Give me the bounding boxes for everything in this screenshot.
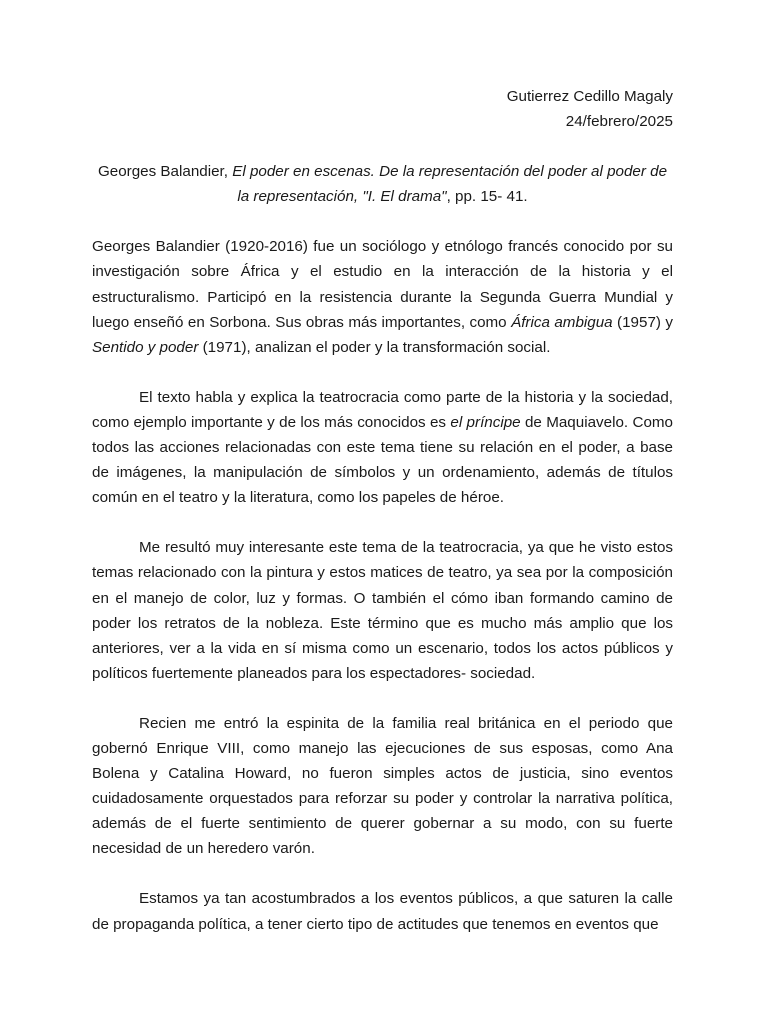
book-title: África ambigua bbox=[511, 313, 613, 331]
book-title: Sentido y poder bbox=[92, 338, 199, 356]
document-date: 24/febrero/2025 bbox=[565, 113, 673, 131]
book-title: el príncipe bbox=[450, 413, 521, 431]
document-page bbox=[92, 84, 673, 937]
citation-chapter: "I. El drama" bbox=[362, 188, 447, 206]
paragraph-opinion: Me resultó muy interesante este tema de la teatrocracia, ya que he visto estos temas relacionado con la pintura y estos matices de teatro, ya sea por la composición en el manejo de color, luz y formas. O también el cómo iban formando camino de poder los retratos de la nobleza. Este término que es mucho más amplio que los anteriores, ver a la vida en sí misma como un escenario, todos los actos públicos y políticos fuertemente planeados para los espectadores- sociedad. bbox=[92, 539, 673, 682]
paragraph-summary: El texto habla y explica la teatrocracia como parte de la historia y la sociedad, como ejemplo importante y de los más conocidos es el príncipe de Maquiavelo. Como todos las acciones relacionadas con este tema tiene su relación en el poder, a base de imágenes, la manipulación de símbolos y un ordenamiento, además de títulos común en el teatro y la literatura, como los papeles de héroe. bbox=[92, 388, 673, 507]
citation-pages: , pp. 15- 41. bbox=[446, 188, 528, 206]
paragraph-author-bio: Georges Balandier (1920-2016) fue un sociólogo y etnólogo francés conocido por su investigación sobre África y el estudio en la interacción de la historia y el estructuralismo. Participó en la resistencia durante la Segunda Guerra Mundial y luego enseñó en Sorbona. Sus obras más importantes, como África ambigua (1957) y Sentido y poder (1971), analizan el poder y la transformación social. bbox=[92, 238, 673, 356]
author-name: Gutierrez Cedillo Magaly bbox=[506, 88, 673, 105]
citation-author: Georges Balandier, bbox=[97, 163, 228, 181]
paragraph-closing: Estamos ya tan acostumbrados a los eventos públicos, a que saturen la calle de propaganda política, a tener cierto tipo de actitudes que tenemos en eventos que bbox=[92, 890, 673, 933]
paragraph-example: Recien me entró la espinita de la familia real británica en el periodo que gobernó Enrique VIII, como manejo las ejecuciones de sus esposas, como Ana Bolena y Catalina Howard, no fueron simples actos de justicia, sino eventos cuidadosamente orquestados para reforzar su poder y controlar la narrativa política, además de el fuerte sentimiento de querer gobernar a su modo, con su fuerte necesidad de un heredero varón. bbox=[92, 714, 673, 858]
citation-title: El poder en escenas. De la representación del poder al poder de la representación, bbox=[232, 163, 668, 206]
bibliographic-citation bbox=[92, 159, 673, 209]
